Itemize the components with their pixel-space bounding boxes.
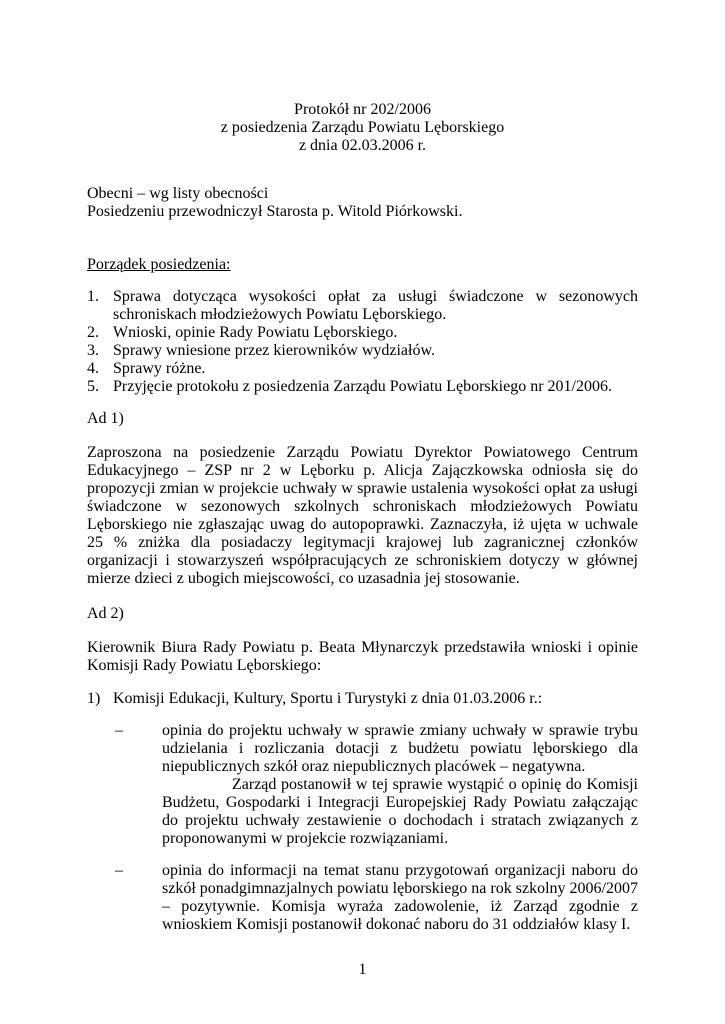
agenda-item	[87, 342, 638, 360]
commission-item	[87, 690, 638, 708]
agenda-item-number: 5.	[87, 378, 99, 395]
agenda-item-number: 3.	[87, 342, 99, 359]
page-number	[0, 961, 725, 979]
opinion-item	[115, 722, 638, 848]
ad1-text: Zaproszona na posiedzenie Zarządu Powiatu Dyrektor Powiatowego Centrum Edukacyjnego – ZSP nr 2 w Lęborku p. Alicja Zajączkowska odniosła się do propozycji zmian w projekcie uchwały w sprawie ustalenia wysokości opłat za usługi świadczone w sezonowych szkolnych schroniskach młodzieżowych Powiatu Lęborskiego nie zgłaszając uwag do autopoprawki. Zaznaczyła, iż ujęta w uchwale 25 % zniżka dla posiadaczy legitymacji krajowej lub zagranicznej członków organizacji i stowarzyszeń współpracujących ze schroniskiem dotyczy w głównej mierze dzieci z ubogich miejscowości, co uzasadnia jej stosowanie.	[87, 444, 638, 587]
agenda-item-text: Wnioski, opinie Rady Powiatu Lęborskiego.	[113, 324, 398, 341]
document-title: Protokół nr 202/2006	[294, 101, 431, 118]
agenda-item-number: 4.	[87, 360, 99, 377]
agenda-item	[87, 288, 638, 324]
agenda-heading-text: Porządek posiedzenia:	[87, 256, 231, 273]
agenda-item-text: Przyjęcie protokołu z posiedzenia Zarządu Powiatu Lęborskiego nr 201/2006.	[113, 378, 612, 395]
document-header	[87, 101, 638, 155]
agenda-item	[87, 360, 638, 378]
ad1-heading-text: Ad 1)	[87, 410, 124, 427]
agenda-item-number: 1.	[87, 288, 99, 305]
ad1-heading	[87, 410, 638, 428]
attendance-chair: Posiedzeniu przewodniczył Starosta p. Witold Piórkowski.	[87, 203, 463, 220]
commission-number: 1)	[87, 690, 101, 707]
commission-text: Komisji Edukacji, Kultury, Sportu i Turystyki z dnia 01.03.2006 r.:	[113, 690, 543, 707]
page-number-text: 1	[358, 961, 367, 978]
agenda-item-number: 2.	[87, 324, 99, 341]
agenda-item-text: Sprawa dotycząca wysokości opłat za usługi świadczone w sezonowych schroniskach młodzieżowych Powiatu Lęborskiego.	[113, 288, 638, 323]
agenda-item-text: Sprawy wniesione przez kierowników wydziałów.	[113, 342, 435, 359]
opinion-text: opinia do projektu uchwały w sprawie zmiany uchwały w sprawie trybu udzielania i rozliczania dotacji z budżetu powiatu lęborskiego dla niepublicznych szkół oraz niepublicznych placówek – negatywna.	[162, 722, 638, 775]
agenda-list	[87, 288, 638, 396]
opinion-decision: Zarząd postanowił w tej sprawie wystąpić o opinię do Komisji Budżetu, Gospodarki i Integracji Europejskiej Rady Powiatu załączając do projektu uchwały zestawienie o dochodach i stratach związanych z proponowanymi w projekcie rozwiązaniami.	[162, 776, 638, 847]
dash-bullet: –	[115, 722, 123, 739]
ad2-intro-text: Kierownik Biura Rady Powiatu p. Beata Młynarczyk przedstawiła wnioski i opinie Komisji Rady Powiatu Lęborskiego:	[87, 639, 638, 674]
dash-bullet: –	[115, 862, 123, 879]
agenda-item-text: Sprawy różne.	[113, 360, 206, 377]
opinion-text: opinia do informacji na temat stanu przygotowań organizacji naboru do szkół ponadgimnazjalnych powiatu lęborskiego na rok szkolny 2006/2007 – pozytywnie. Komisja wyraża zadowolenie, iż Zarząd zgodnie z wnioskiem Komisji postanowił dokonać naboru do 31 oddziałów klasy I.	[162, 862, 638, 933]
attendance	[87, 185, 638, 221]
ad2-intro	[87, 639, 638, 675]
ad2-heading	[87, 605, 638, 623]
document-body	[87, 101, 638, 934]
agenda-item	[87, 378, 638, 396]
agenda-heading	[87, 256, 638, 274]
agenda-item	[87, 324, 638, 342]
ad2-heading-text: Ad 2)	[87, 605, 124, 622]
opinion-item	[115, 862, 638, 934]
document-date: z dnia 02.03.2006 r.	[298, 137, 427, 154]
document-subtitle: z posiedzenia Zarządu Powiatu Lęborskiego	[220, 119, 505, 136]
attendance-present: Obecni – wg listy obecności	[87, 185, 269, 202]
ad1-paragraph	[87, 444, 638, 588]
